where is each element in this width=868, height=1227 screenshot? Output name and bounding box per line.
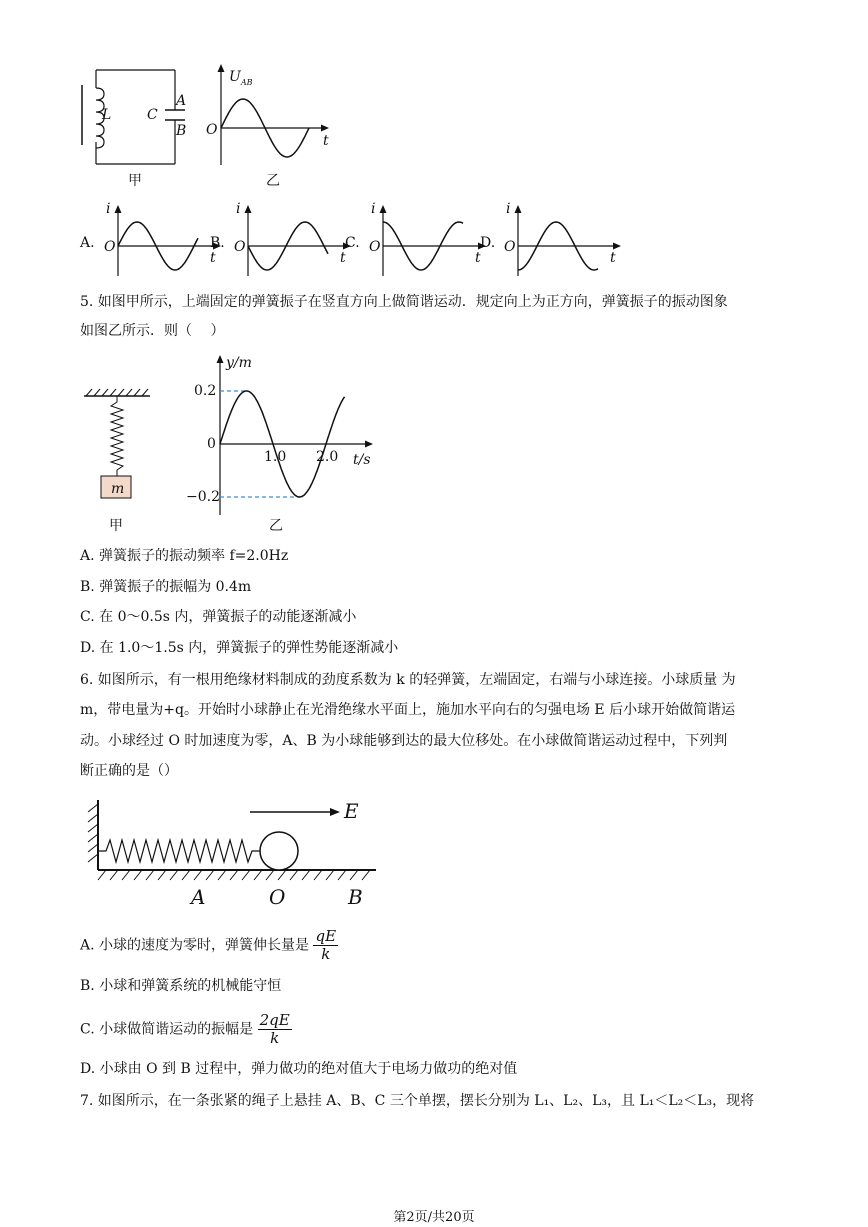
current-axis-label: i (371, 201, 376, 217)
fraction-denominator: k (270, 1029, 280, 1047)
current-axis-label: i (106, 201, 111, 217)
origin-label: O (104, 239, 116, 255)
q6-stem-line1: 6. 如图所示，有一根用绝缘材料制成的劲度系数为 k 的轻弹簧，左端固定，右端与小球连接。小球质量 为 (80, 672, 736, 688)
time-axis-label: t (210, 250, 216, 266)
position-a-label: A (191, 885, 206, 909)
uab-origin: O (206, 122, 218, 138)
q4-option-letter[interactable]: B. (210, 235, 225, 251)
capacitor-label: C (147, 107, 158, 123)
chart-ylabel: y/m (226, 355, 252, 371)
q5-option-c[interactable]: C. 在 0～0.5s 内，弹簧振子的动能逐渐减小 (80, 609, 357, 625)
q5-option-b[interactable]: B. 弹簧振子的振幅为 0.4m (80, 579, 252, 595)
uab-xlabel: t (323, 133, 329, 149)
q6-option-a[interactable] (80, 928, 338, 963)
circuit-caption: 甲 (128, 173, 142, 189)
spring-ball-field-figure (80, 790, 380, 890)
plate-a-label: A (176, 93, 187, 109)
time-axis-label: t (610, 250, 616, 266)
q6-option-c-text: C. 小球做简谐运动的振幅是 (80, 1021, 254, 1038)
q5-option-a[interactable]: A. 弹簧振子的振动频率 f=2.0Hz (80, 548, 289, 564)
page-footer: 第2页/共20页 (393, 1210, 475, 1225)
uab-ylabel-subscript: AB (240, 77, 253, 87)
q6-option-b[interactable]: B. 小球和弹簧系统的机械能守恒 (80, 978, 282, 994)
xtick-2: 2.0 (316, 449, 339, 465)
q7-stem-line1: 7. 如图所示，在一条张紧的绳子上悬挂 A、B、C 三个单摆，摆长分别为 L₁、L₂、L₃，且 L₁＜L₂＜L₃，现将 (80, 1093, 755, 1109)
inductor-label: L (102, 107, 112, 123)
q5-option-d[interactable]: D. 在 1.0～1.5s 内，弹簧振子的弹性势能逐渐减小 (80, 640, 399, 656)
spring-caption: 甲 (109, 518, 123, 534)
q4-option-letter[interactable]: C. (345, 235, 360, 251)
q5-stem-line1: 5. 如图甲所示，上端固定的弹簧振子在竖直方向上做简谐运动．规定向上为正方向，弹簧振子的振动图象 (80, 294, 728, 310)
current-axis-label: i (236, 201, 241, 217)
q6-stem-line2: m，带电量为+q。开始时小球静止在光滑绝缘水平面上，施加水平向右的匀强电场 E 后小球开始做简谐运 (80, 702, 736, 718)
time-axis-label: t (340, 250, 346, 266)
q6-option-d[interactable]: D. 小球由 O 到 B 过程中，弹力做功的绝对值大于电场力做功的绝对值 (80, 1061, 518, 1077)
origin-label: O (369, 239, 381, 255)
q6-option-c[interactable] (80, 1012, 292, 1047)
q5-stem-line2: 如图乙所示．则（ ） (80, 323, 225, 339)
q6-stem-line3: 动。小球经过 O 时加速度为零，A、B 为小球能够到达的最大位移处。在小球做简谐运动过程中，下列判 (80, 733, 728, 749)
origin-label: O (504, 239, 516, 255)
xtick-1: 1.0 (264, 449, 287, 465)
q4-option-letter[interactable]: D. (480, 235, 496, 251)
time-axis-label: t (475, 250, 481, 266)
ytick-top: 0.2 (194, 383, 217, 399)
uab-ylabel: $U_{AB}$ (229, 69, 253, 87)
current-axis-label: i (506, 201, 511, 217)
q6-stem-line4: 断正确的是（） (80, 763, 178, 779)
fraction-2qe-over-k (258, 1012, 292, 1047)
origin-label: O (234, 239, 246, 255)
q6-option-a-text: A. 小球的速度为零时，弹簧伸长量是 (80, 937, 310, 954)
plate-b-label: B (176, 123, 187, 139)
fraction-denominator: k (321, 945, 331, 963)
ytick-zero: 0 (207, 436, 216, 452)
chart-xlabel: t/s (353, 452, 371, 468)
graph-caption: 乙 (266, 173, 280, 189)
q4-option-letter[interactable]: A. (80, 235, 95, 251)
position-o-label: O (269, 885, 286, 909)
chart-caption: 乙 (269, 518, 283, 534)
mass-label: m (111, 481, 125, 497)
ytick-bottom: −0.2 (186, 489, 220, 505)
fraction-numerator: 2qE (259, 1011, 290, 1029)
position-b-label: B (348, 885, 363, 909)
field-label-e: E (344, 799, 359, 823)
fraction-numerator: qE (315, 927, 337, 945)
fraction-qe-over-k (313, 928, 338, 963)
uab-graph (205, 60, 335, 170)
